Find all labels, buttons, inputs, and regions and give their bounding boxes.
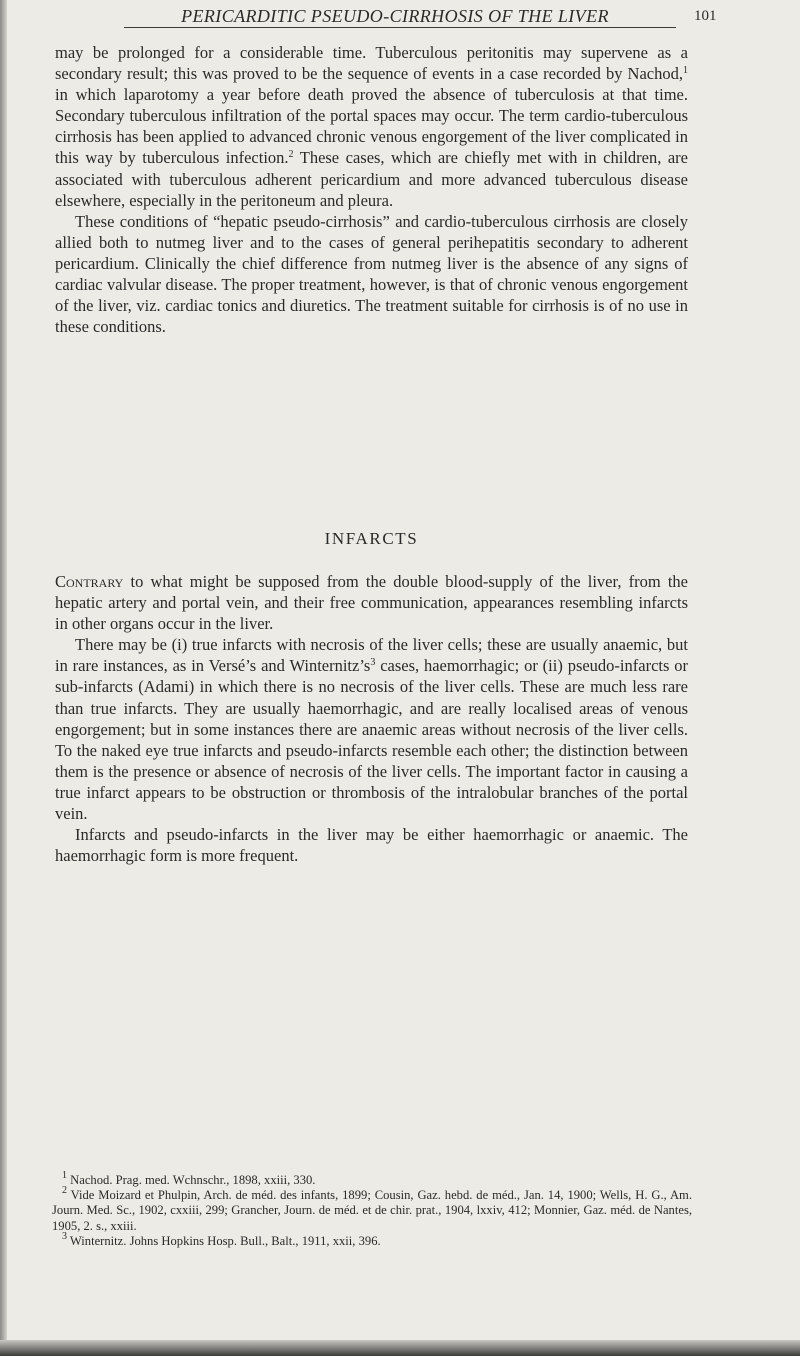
header-rule: [124, 27, 676, 28]
body-text-top: [55, 42, 688, 337]
footnote-ref-2: 2: [288, 149, 294, 161]
footnote-2: $^2$ Vide Moizard et Phulpin, Arch. de méd. des infants, 1899; Cousin, Gaz. hebd. de méd., Jan. 14, 1900; Wells, H. G., Am. Journ. Med. Sc., 1902, cxxiii, 299; Grancher, Journ. de méd. et de chir. prat., 1904, lxxiv, 412; Monnier, Gaz. méd. de Nantes, 1905, 2. s., xxiii.: [52, 1185, 692, 1233]
footnote-ref-1: 1: [683, 65, 688, 77]
page-number: 101: [694, 8, 717, 24]
running-head: PERICARDITIC PSEUDO-CIRRHOSIS OF THE LIVER: [181, 6, 609, 26]
paragraph-tuberculous-peritonitis: may be prolonged for a considerable time. Tuberculous peritonitis may supervene as a secondary result; this was proved to be the sequence of events in a case recorded by Nachod,$^1$ in which laparotomy a year before death proved the absence of tuberculosis at that time. Secondary tuberculous infiltration of the portal spaces may occur. The term cardio-tuberculous cirrhosis has been applied to advanced chronic venous engorgement of the liver complicated in this way by tuberculous infection.$^2$ These cases, which are chiefly met with in children, are associated with tuberculous adherent pericardium and more advanced tuberculous disease elsewhere, especially in the peritoneum and pleura.: [55, 43, 688, 210]
footnote-3: $^3$ Winternitz. Johns Hopkins Hosp. Bull., Balt., 1911, xxii, 396.: [62, 1230, 381, 1248]
paragraph-contrary: Contrary to what might be supposed from the double blood-supply of the liver, from the hepatic artery and portal vein, and their free communication, appearances resembling infarcts in other organs occur in the liver.: [55, 572, 688, 634]
footnotes: [52, 1170, 692, 1249]
footnote-ref-3: 3: [370, 657, 376, 669]
page-bottom-shadow: [0, 1340, 800, 1356]
footnote-1: $^1$ Nachod. Prag. med. Wchnschr., 1898, xxiii, 330.: [62, 1170, 316, 1187]
paragraph-true-infarcts: There may be (i) true infarcts with necrosis of the liver cells; these are usually anaemic, but in rare instances, as in Versé’s and $Winternitz’s^3$ cases, haemorrhagic; or (ii) pseudo-infarcts or sub-infarcts (Adami) in which there is no necrosis of the liver cells. These are much less rare than true infarcts. They are usually haemorrhagic, and are really localised areas of venous engorgement; but in some instances there are anaemic areas without necrosis of the liver cells. To the naked eye true infarcts and pseudo-infarcts resemble each other; the distinction between them is the presence or absence of necrosis of the liver cells. The important factor in causing a true infarct appears to be obstruction or thrombosis of the intralobular branches of the portal vein.: [55, 635, 688, 824]
paragraph-hepatic-pseudo-cirrhosis: These conditions of “hepatic pseudo-cirrhosis” and cardio-tuberculous cirrhosis are closely allied both to nutmeg liver and to the cases of general perihepatitis secondary to adherent pericardium. Clinically the chief difference from nutmeg liver is the absence of any signs of cardiac valvular disease. The proper treatment, however, is that of chronic venous engorgement of the liver, viz. cardiac tonics and diuretics. The treatment suitable for cirrhosis is of no use in these conditions.: [55, 211, 688, 337]
section-title-infarcts: INFARCTS: [324, 529, 419, 548]
paragraph-haemorrhagic-form: Infarcts and pseudo-infarcts in the liver may be either haemorrhagic or anaemic. The haemorrhagic form is more frequent.: [55, 825, 688, 866]
body-text-infarcts: [55, 571, 688, 866]
lead-word: Contrary: [55, 572, 124, 591]
page-spine-shadow: [0, 0, 7, 1356]
